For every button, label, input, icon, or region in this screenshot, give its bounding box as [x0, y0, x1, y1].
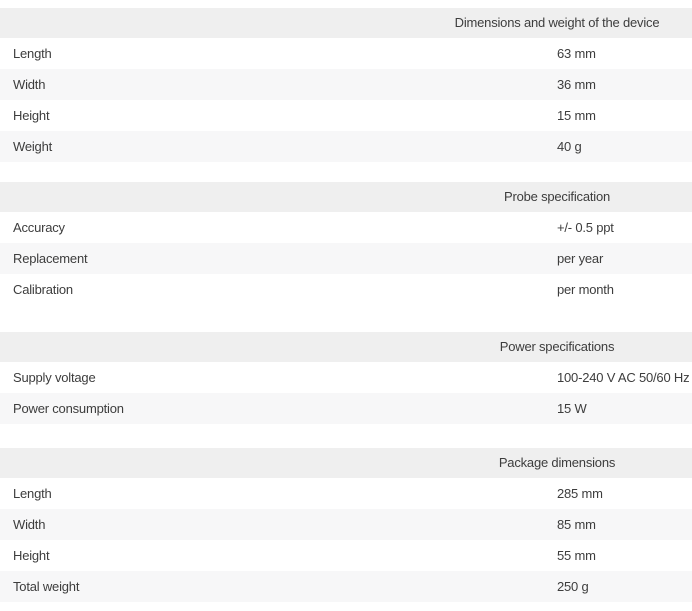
spec-value: 250 g	[557, 579, 589, 594]
spec-value: 40 g	[557, 139, 582, 154]
spec-value: 15 W	[557, 401, 587, 416]
spec-label: Power consumption	[13, 401, 124, 416]
spec-row	[0, 212, 692, 243]
spec-row	[0, 362, 692, 393]
spec-row	[0, 100, 692, 131]
section-header-row	[0, 448, 692, 478]
section-header-row	[0, 332, 692, 362]
spec-label: Calibration	[13, 282, 73, 297]
specification-tables	[0, 8, 692, 602]
spec-value: 36 mm	[557, 77, 596, 92]
spec-label: Accuracy	[13, 220, 65, 235]
section-title: Dimensions and weight of the device	[454, 15, 660, 30]
spec-label: Length	[13, 46, 52, 61]
spec-row	[0, 540, 692, 571]
spec-row	[0, 478, 692, 509]
spec-label: Height	[13, 108, 50, 123]
spec-value: 55 mm	[557, 548, 596, 563]
spec-value: per month	[557, 282, 614, 297]
spec-label: Replacement	[13, 251, 88, 266]
spec-row	[0, 243, 692, 274]
spec-row	[0, 571, 692, 602]
spec-value: 100-240 V AC 50/60 Hz	[557, 370, 690, 385]
spec-label: Width	[13, 77, 46, 92]
spec-label: Width	[13, 517, 46, 532]
spec-value: 15 mm	[557, 108, 596, 123]
spec-value: +/- 0.5 ppt	[557, 220, 614, 235]
spec-section-power	[0, 332, 692, 424]
spec-value: per year	[557, 251, 604, 266]
spec-label: Supply voltage	[13, 370, 96, 385]
spec-label: Height	[13, 548, 50, 563]
spec-section-package	[0, 448, 692, 602]
spec-value: 85 mm	[557, 517, 596, 532]
section-title: Package dimensions	[498, 455, 616, 470]
section-header-row	[0, 182, 692, 212]
spec-section-probe	[0, 182, 692, 305]
section-header-row	[0, 8, 692, 38]
spec-label: Length	[13, 486, 52, 501]
spec-label: Weight	[13, 139, 53, 154]
section-title: Probe specification	[503, 189, 611, 204]
spec-row	[0, 69, 692, 100]
spec-row	[0, 509, 692, 540]
spec-row	[0, 274, 692, 305]
spec-row	[0, 131, 692, 162]
spec-label: Total weight	[13, 579, 80, 594]
section-title: Power specifications	[499, 339, 615, 354]
spec-row	[0, 38, 692, 69]
spec-value: 63 mm	[557, 46, 596, 61]
spec-row	[0, 393, 692, 424]
spec-value: 285 mm	[557, 486, 603, 501]
spec-section-device-dimensions	[0, 8, 692, 162]
